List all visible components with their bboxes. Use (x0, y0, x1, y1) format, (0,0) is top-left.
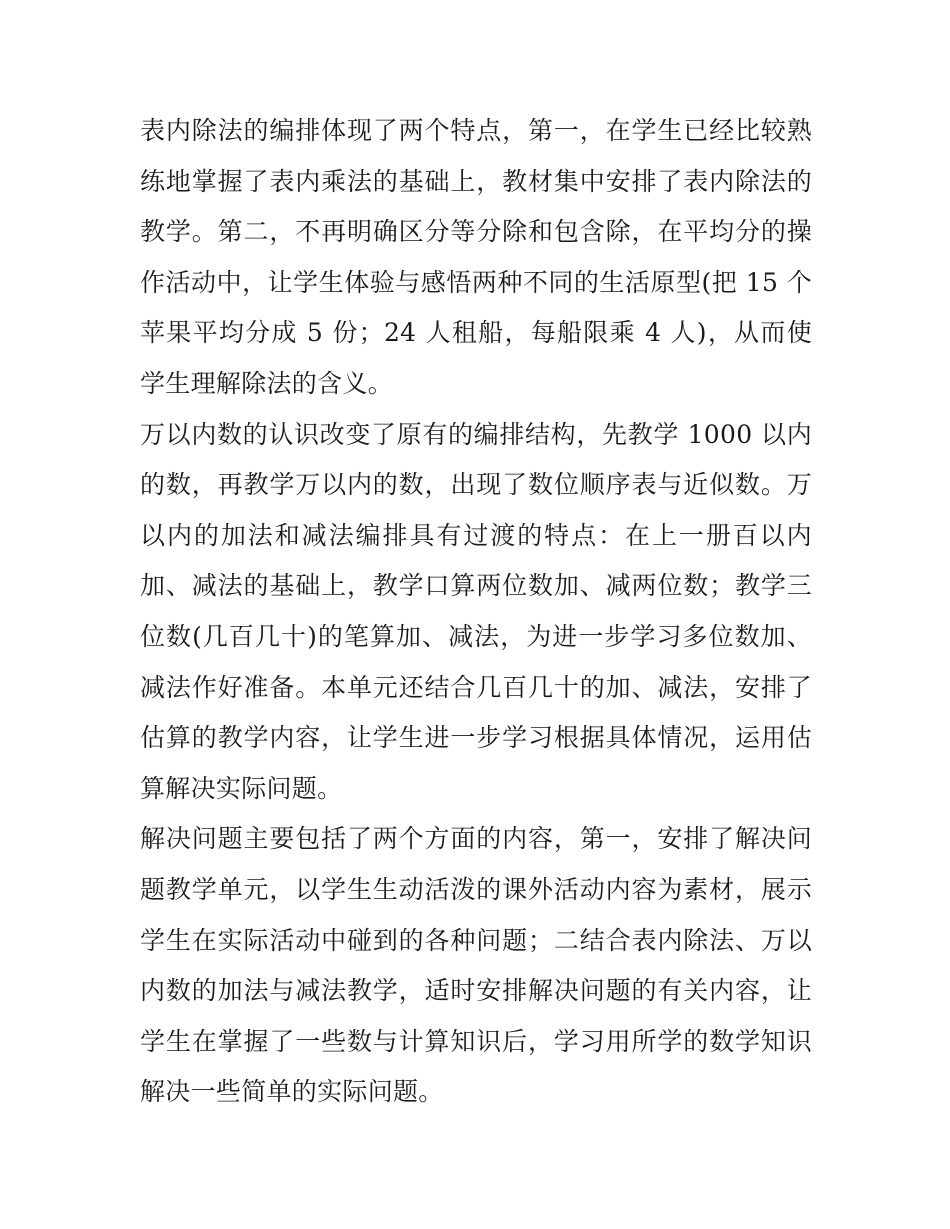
paragraph-problem-solving: 解决问题主要包括了两个方面的内容，第一，安排了解决问题教学单元，以学生生动活泼的课外活动内容为素材，展示学生在实际活动中碰到的各种问题；二结合表内除法、万以内数的加法与减法教学，适时安排解决问题的有关内容，让学生在掌握了一些数与计算知识后，学习用所学的数学知识解决一些简单的实际问题。 (140, 824, 812, 1107)
document-body (140, 106, 812, 1118)
paragraph-division: 表内除法的编排体现了两个特点，第一，在学生已经比较熟练地掌握了表内乘法的基础上，教材集中安排了表内除法的教学。第二，不再明确区分等分除和包含除，在平均分的操作活动中，让学生体验与感悟两种不同的生活原型(把 15 个苹果平均分成 5 份；24 人租船，每船限乘 4 人)，从而使学生理解除法的含义。 (140, 116, 812, 398)
paragraph-numbers-within-ten-thousand: 万以内数的认识改变了原有的编排结构，先教学 1000 以内的数，再教学万以内的数，出现了数位顺序表与近似数。万以内的加法和减法编排具有过渡的特点：在上一册百以内加、减法的基础上，教学口算两位数加、减两位数；教学三位数(几百几十)的笔算加、减法，为进一步学习多位数加、减法作好准备。本单元还结合几百几十的加、减法，安排了估算的教学内容，让学生进一步学习根据具体情况，运用估算解决实际问题。 (140, 419, 812, 803)
